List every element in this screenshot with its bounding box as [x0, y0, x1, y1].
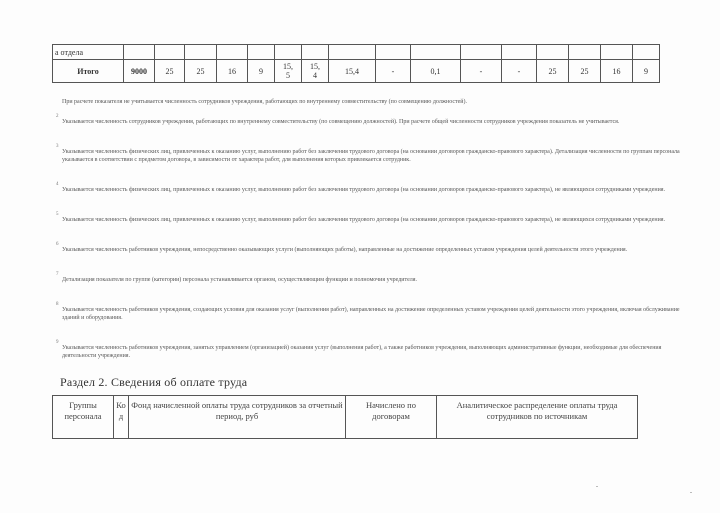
total-cell: 15, 5 — [275, 60, 302, 83]
header-source-distribution: Аналитическое распределение оплаты труда сотрудников по источникам — [437, 396, 638, 439]
footnote-mark: 8 — [56, 302, 59, 307]
total-cell: 16 — [217, 60, 248, 83]
footnote-mark: 6 — [56, 242, 59, 247]
total-cell: 16 — [601, 60, 633, 83]
total-cell: 25 — [569, 60, 601, 83]
total-cell: - — [376, 60, 411, 83]
footnote-text: Указывается численность работников учреждения, занятых управлением (организацией) оказания услуг (выполнения работ), а также работников учреждения, выполняющих административные функции, необходимые для обеспечения деятельности учреждения. — [62, 345, 662, 359]
footnote-text: Детализация показателя по группе (категории) персонала устанавливается органом, осуществляющим функции и полномочия учредителя. — [62, 277, 418, 283]
footnote-text: Указывается численность физических лиц, привлеченных к оказанию услуг, выполнению работ без заключения трудового договора (на основании договоров гражданско-правового характера). Детализация численности по группам персонала указывается в соответствии с предметом договора, в зависимости от характера работ, для выполнения которых привлекается сотрудник. — [62, 149, 680, 163]
header-staff-groups: Группы персонала — [53, 396, 114, 439]
footnote-mark: 9 — [56, 340, 59, 345]
header-code: Ко д — [114, 396, 129, 439]
footnote-mark: 5 — [56, 212, 59, 217]
footnote — [56, 212, 682, 224]
payroll-table — [52, 395, 638, 439]
section-2-heading: Раздел 2. Сведения об оплате труда — [60, 375, 248, 389]
footnote-text: Указывается численность сотрудников учреждения, работающих по внутреннему совместительству (по совмещению должностей). При расчете общей численности сотрудников учреждения показатель не учитывается. — [62, 119, 620, 125]
footnotes — [56, 98, 682, 382]
footnote — [56, 114, 682, 126]
total-label: Итого — [53, 60, 124, 83]
total-cell: - — [461, 60, 502, 83]
footnote-mark: 4 — [56, 182, 59, 187]
total-cell: 0,1 — [411, 60, 461, 83]
footnote-text: Указывается численность работников учреждения, создающих условия для оказания услуг (выполнения работ), направленных на достижение определенных уставом учреждения целей деятельности этого учреждения, включая обслуживание зданий и оборудования. — [62, 307, 680, 321]
footnote-mark: 3 — [56, 144, 59, 149]
total-cell: - — [502, 60, 537, 83]
total-cell: 9 — [248, 60, 275, 83]
header-payroll-fund: Фонд начисленной оплаты труда сотрудников за отчетный период, руб — [129, 396, 346, 439]
footnote — [60, 98, 682, 106]
scan-speck — [596, 486, 598, 487]
footnote — [56, 242, 682, 254]
total-cell: 9 — [633, 60, 660, 83]
total-cell: 25 — [537, 60, 569, 83]
header-contracts: Начислено по договорам — [346, 396, 437, 439]
footnote-text: Указывается численность работников учреждения, непосредственно оказывающих услуги (выполняющих работы), направленные на достижение определенных уставом учреждения целей деятельности этого учреждения. — [62, 247, 628, 253]
footnote — [56, 144, 682, 164]
footnote-text: Указывается численность физических лиц, привлеченных к оказанию услуг, выполнению работ без заключения трудового договора (на основании договоров гражданско-правового характера), не являющихся сотрудниками учреждения. — [62, 217, 666, 223]
staff-count-table — [52, 44, 660, 83]
footnote-mark: 7 — [56, 272, 59, 277]
total-cell: 15, 4 — [302, 60, 329, 83]
footnote — [56, 182, 682, 194]
total-cell: 9000 — [124, 60, 155, 83]
footnote-text: При расчете показателя не учитывается численность сотрудников учреждения, работающих по внутреннему совместительству (по совмещению должностей). — [62, 99, 468, 105]
total-cell: 25 — [155, 60, 185, 83]
scan-speck — [690, 492, 692, 493]
total-cell: 15,4 — [329, 60, 376, 83]
total-cell: 25 — [185, 60, 217, 83]
footnote-text: Указывается численность физических лиц, привлеченных к оказанию услуг, выполнению работ без заключения трудового договора (на основании договоров гражданско-правового характера), не являющихся сотрудниками учреждения. — [62, 187, 666, 193]
row-label: а отдела — [53, 45, 124, 60]
footnote — [56, 340, 682, 360]
footnote-mark: 2 — [56, 114, 59, 119]
footnote — [56, 302, 682, 322]
footnote — [56, 272, 682, 284]
